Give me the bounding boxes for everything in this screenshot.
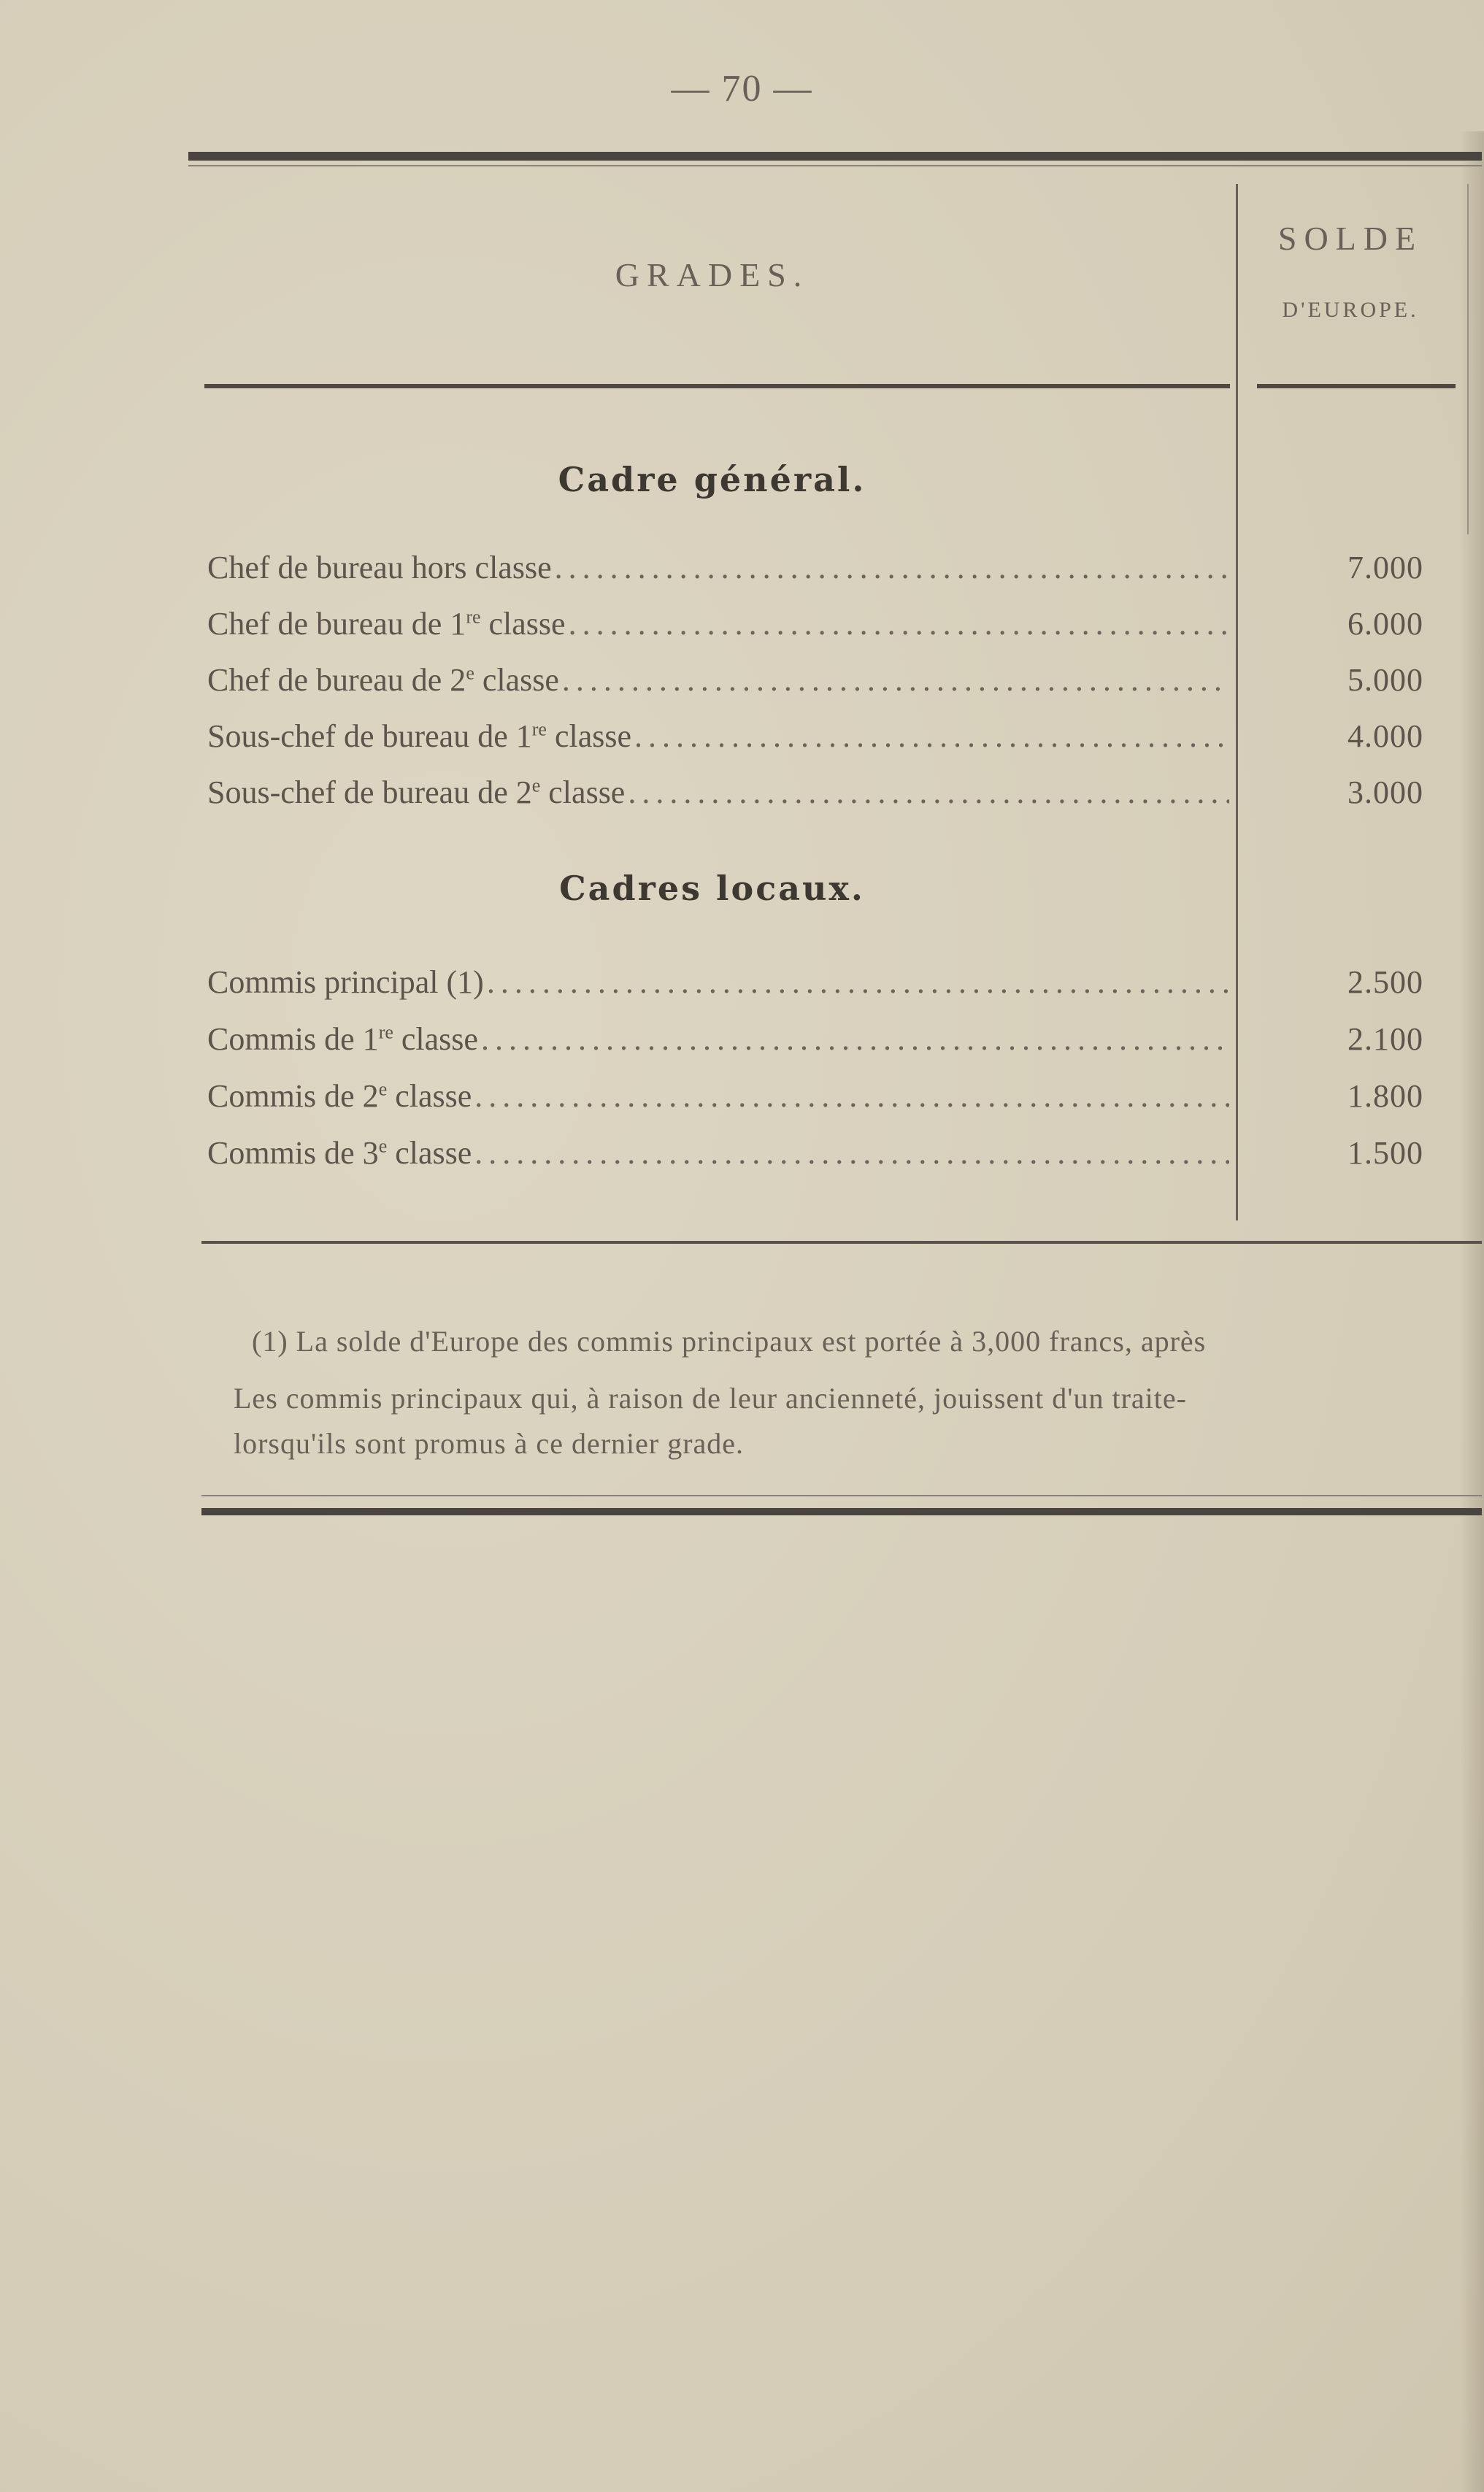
- leader-dots: [634, 715, 1229, 758]
- table-row: [207, 715, 1229, 758]
- row-value: 1.500: [1347, 1135, 1423, 1171]
- leader-dots: [555, 546, 1229, 590]
- top-rule-thick: [188, 152, 1482, 161]
- row-value: 6.000: [1347, 606, 1423, 642]
- table-row: [207, 1018, 1229, 1061]
- header-solde: SOLDE: [1277, 220, 1423, 257]
- leader-dots: [487, 961, 1229, 1004]
- end-rule-thick: [201, 1508, 1482, 1515]
- end-rule-thin: [201, 1495, 1482, 1496]
- row-label: Chef de bureau de 2e classe: [207, 662, 559, 698]
- leader-dots: [569, 602, 1229, 646]
- footnote-line-2: Les commis principaux qui, à raison de leur ancienneté, jouissent d'un traite-: [234, 1382, 1187, 1415]
- row-label: Chef de bureau de 1re classe: [207, 606, 566, 642]
- header-rule-solde: [1257, 384, 1456, 388]
- leader-dots: [474, 1131, 1229, 1175]
- row-value: 5.000: [1347, 662, 1423, 698]
- header-rule-grades: [204, 384, 1230, 388]
- leader-dots: [481, 1018, 1229, 1061]
- table-row: [207, 961, 1229, 1004]
- row-label: Commis de 1re classe: [207, 1021, 478, 1057]
- row-label: Sous-chef de bureau de 1re classe: [207, 718, 631, 754]
- row-value: 2.500: [1347, 964, 1423, 1000]
- section-title-cadres-locaux: Cadres locaux.: [559, 869, 865, 908]
- table-row: [207, 771, 1229, 815]
- page-edge-shadow: [1460, 131, 1484, 2492]
- leader-dots: [562, 658, 1229, 702]
- row-label: Sous-chef de bureau de 2e classe: [207, 774, 626, 810]
- header-d-europe: D'EUROPE.: [1282, 298, 1419, 322]
- top-rule-thin: [188, 165, 1482, 166]
- row-value: 2.100: [1347, 1021, 1423, 1057]
- row-value: 7.000: [1347, 550, 1423, 585]
- row-label: Commis de 3e classe: [207, 1135, 472, 1171]
- table-row: [207, 658, 1229, 702]
- table-row: [207, 1074, 1229, 1118]
- row-value: 3.000: [1347, 774, 1423, 810]
- table-row: [207, 1131, 1229, 1175]
- row-label: Chef de bureau hors classe: [207, 550, 552, 585]
- row-value: 1.800: [1347, 1078, 1423, 1114]
- column-separator: [1236, 184, 1238, 1220]
- row-value: 4.000: [1347, 718, 1423, 754]
- leader-dots: [474, 1074, 1229, 1118]
- footnote-line-1: (1) La solde d'Europe des commis principaux est portée à 3,000 francs, après: [252, 1325, 1207, 1358]
- leader-dots: [628, 771, 1229, 815]
- table-row: [207, 602, 1229, 646]
- table-right-edge: [1467, 184, 1469, 534]
- header-grades: GRADES.: [615, 256, 810, 293]
- row-label: Commis de 2e classe: [207, 1078, 472, 1114]
- table-bottom-rule: [201, 1241, 1482, 1244]
- section-title-cadre-general: Cadre général.: [558, 460, 866, 499]
- table-row: [207, 546, 1229, 590]
- row-label: Commis principal (1): [207, 964, 484, 1000]
- page-number: — 70 —: [671, 68, 813, 109]
- footnote-line-3: lorsqu'ils sont promus à ce dernier grade.: [234, 1427, 745, 1460]
